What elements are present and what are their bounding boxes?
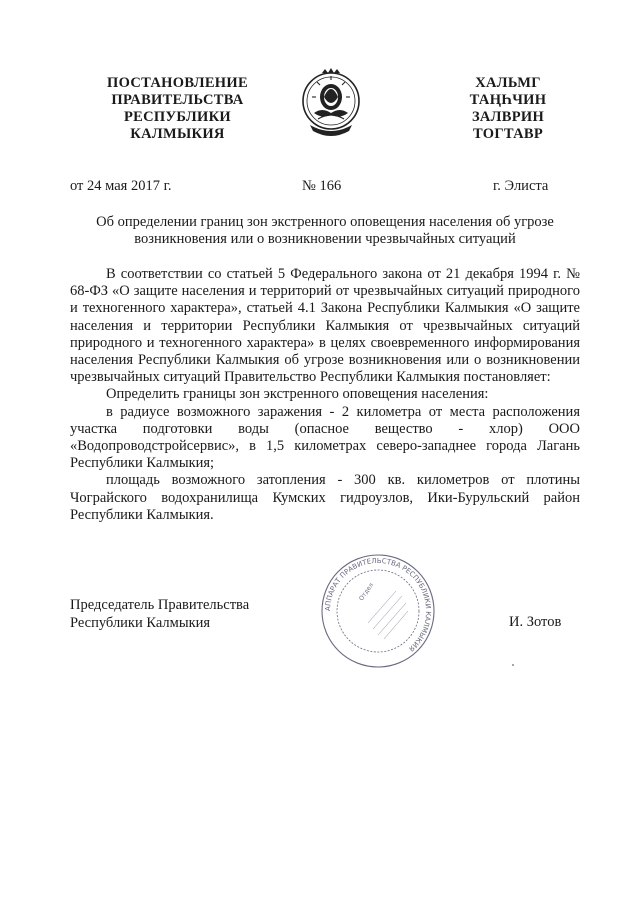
header-left-line: ПОСТАНОВЛЕНИЕ bbox=[107, 75, 248, 91]
header-right-line: ЗАЛВРИН bbox=[471, 109, 545, 125]
signatory-position bbox=[70, 596, 249, 632]
signatory-name: И. Зотов bbox=[509, 614, 562, 630]
body-paragraph-intro: В соответствии со статьей 5 Федерального закона от 21 декабря 1994 г. № 68-ФЗ «О защите населения и территорий от чрезвычайных ситуаций природного и техногенного характера», статьей 4.1 Закона Республики Калмыкия «О защите населения и территории Республики Калмыкия от чрезвычайных ситуаций природного и техногенного характера» в целях своевременного информирования населения Республики Калмыкия об угрозе возникновения или о возникновении чрезвычайных ситуаций Правительство Республики Калмыкия постановляет: bbox=[70, 266, 580, 386]
header-left-line: РЕСПУБЛИКИ bbox=[123, 109, 232, 125]
header-right-line: ТАҢҺЧИН bbox=[469, 92, 547, 108]
body-paragraph-item-1: в радиусе возможного заражения - 2 километра от места расположения участка подготовки воды (опасное вещество - хлор) ООО «Водопроводстройсервис», в 1,5 километрах северо-западнее города Лагань Республики Калмыкия; bbox=[70, 403, 580, 472]
kalmykia-coat-of-arms-icon bbox=[300, 67, 362, 139]
body-paragraph-item-2: площадь возможного затопления - 300 кв. километров от плотины Чограйского водохранилища Кумских гидроузлов, Ики-Бурульский район Республики Калмыкия. bbox=[70, 472, 580, 523]
body-paragraph-decree: Определить границы зон экстренного оповещения населения: bbox=[106, 386, 489, 403]
header-right-line: ТОГТАВР bbox=[472, 126, 544, 142]
stamp-ring-text: АППАРАТ ПРАВИТЕЛЬСТВА РЕСПУБЛИКИ КАЛМЫКИЯ bbox=[323, 556, 433, 653]
signatory-position-line: Республики Калмыкия bbox=[70, 615, 211, 631]
header-right-line: ХАЛЬМГ bbox=[475, 75, 541, 91]
document-body bbox=[70, 266, 580, 524]
header-left-line: КАЛМЫКИЯ bbox=[130, 126, 225, 142]
document-date: от 24 мая 2017 г. bbox=[70, 178, 172, 194]
document-number: № 166 bbox=[302, 178, 342, 194]
signatory-position-line: Председатель Правительства bbox=[70, 597, 250, 613]
document-title: Об определении границ зон экстренного оповещения населения об угрозе возникновения или о возникновении чрезвычайных ситуаций bbox=[96, 214, 554, 247]
header-left-line: ПРАВИТЕЛЬСТВА bbox=[111, 92, 244, 108]
stamp-center-label: Отдел bbox=[357, 581, 376, 603]
header-left-title bbox=[95, 75, 260, 143]
scan-speck bbox=[512, 664, 514, 666]
header-right-title bbox=[448, 75, 568, 143]
document-city: г. Элиста bbox=[493, 178, 549, 194]
official-stamp-icon bbox=[318, 551, 438, 671]
